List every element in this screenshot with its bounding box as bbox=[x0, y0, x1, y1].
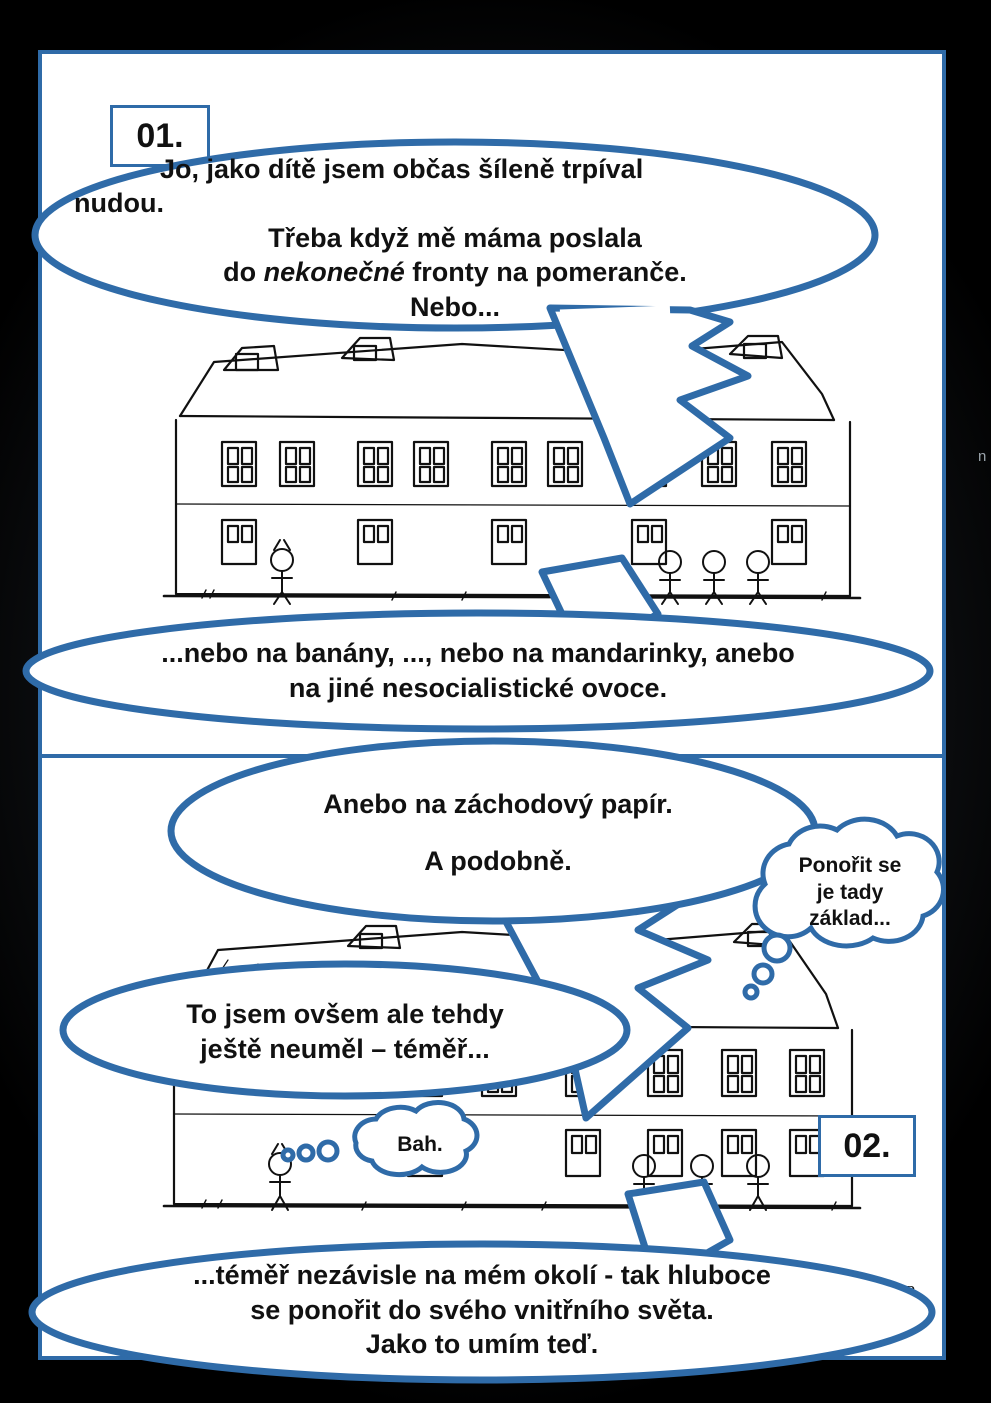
t1-line3: základ... bbox=[809, 907, 891, 931]
t1-line2: je tady bbox=[816, 880, 884, 904]
b5-line1: ...téměř nezávisle na mém okolí - tak hluboce bbox=[193, 1260, 771, 1291]
b1-line5: Nebo... bbox=[409, 291, 500, 322]
b3-line1: Anebo na záchodový papír. bbox=[323, 789, 673, 820]
b2-line1: ...nebo na banány, ..., nebo na mandarinky, anebo bbox=[161, 638, 795, 669]
b1-line3: Třeba když mě máma poslala bbox=[268, 222, 642, 253]
b5-line3: Jako to umím teď. bbox=[365, 1329, 599, 1360]
b1-line1: Jo, jako dítě jsem občas šíleně trpíval bbox=[160, 153, 644, 184]
edge-mark: n bbox=[978, 448, 987, 465]
t1-line1: Ponořit se bbox=[798, 853, 902, 877]
b1-line4-a: do bbox=[223, 257, 264, 288]
panel-number-2: 02. bbox=[818, 1115, 916, 1177]
panel-number-1: 01. bbox=[110, 105, 210, 167]
b1-line4-b: fronty na pomeranče. bbox=[404, 257, 687, 288]
speech-balloon-4 bbox=[60, 962, 630, 1102]
thought-bubble-1 bbox=[735, 820, 965, 1000]
speech-balloon-1 bbox=[30, 138, 880, 338]
b3-line2: A podobně. bbox=[424, 846, 572, 876]
speech-balloon-5 bbox=[28, 1240, 936, 1380]
b4-line2: ještě neuměl – téměř... bbox=[200, 1034, 490, 1064]
b4-line1: To jsem ovšem ale tehdy bbox=[186, 999, 504, 1030]
scene-house-panel-1 bbox=[162, 324, 862, 624]
speech-balloon-2 bbox=[22, 610, 934, 732]
speech-balloon-3 bbox=[168, 738, 828, 928]
thought-bubble-2 bbox=[330, 1105, 510, 1185]
b5-line2: se ponořit do svého vnitřního světa. bbox=[250, 1294, 714, 1325]
t2-line1: Bah. bbox=[397, 1132, 443, 1156]
b1-line4-italic: nekonečné bbox=[263, 257, 405, 288]
b1-line2: nudou. bbox=[74, 188, 164, 219]
b2-line2: na jiné nesocialistické ovoce. bbox=[288, 673, 668, 703]
